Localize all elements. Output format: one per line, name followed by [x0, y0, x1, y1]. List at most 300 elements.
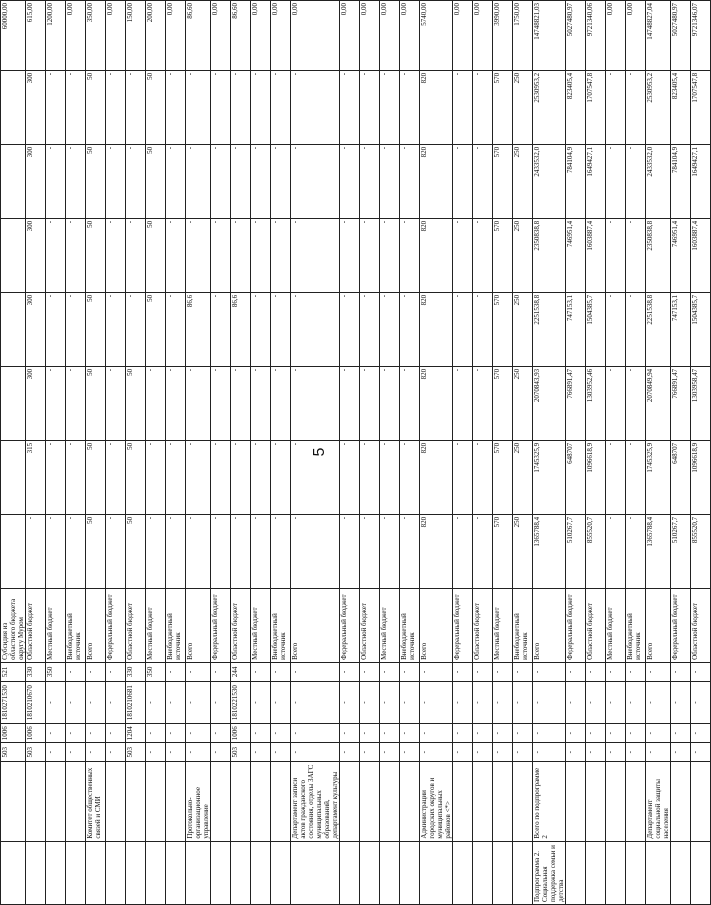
pr-cell: - — [586, 724, 606, 743]
value-cell: - — [66, 218, 86, 292]
value-cell: 2350838,8 — [533, 218, 566, 292]
value-cell: 50 — [146, 144, 166, 218]
total-cell: 0,00 — [473, 1, 493, 71]
pr-cell: - — [291, 724, 340, 743]
value-cell: - — [146, 366, 166, 440]
csr-cell: - — [626, 681, 646, 723]
value-cell: 1603887,4 — [691, 218, 711, 292]
rz-cell: - — [513, 743, 533, 762]
vr-cell: - — [606, 662, 626, 681]
value-cell: - — [360, 70, 380, 144]
value-cell: 570 — [493, 440, 513, 514]
vr-cell: - — [691, 662, 711, 681]
vr-cell: 350 — [146, 662, 166, 681]
responsible-cell: Департамент социальной защиты населения — [646, 762, 671, 841]
value-cell: 1745325,9 — [533, 440, 566, 514]
csr-cell: - — [166, 681, 186, 723]
program-cell — [106, 841, 126, 904]
value-cell: 1649427,1 — [691, 144, 711, 218]
value-cell: - — [46, 514, 66, 588]
vr-cell: 350 — [46, 662, 66, 681]
responsible-cell: Всего по подпрограмме 2 — [533, 762, 566, 841]
responsible-cell — [473, 762, 493, 841]
responsible-cell — [453, 762, 473, 841]
csr-cell: - — [86, 681, 106, 723]
value-cell: 50 — [86, 218, 106, 292]
pr-cell: - — [400, 724, 420, 743]
program-cell — [211, 841, 231, 904]
total-cell: 9721340,06 — [586, 1, 606, 71]
vr-cell: - — [646, 662, 671, 681]
value-cell: - — [291, 440, 340, 514]
program-cell — [566, 841, 586, 904]
value-cell: - — [211, 366, 231, 440]
pr-cell: - — [513, 724, 533, 743]
responsible-cell — [146, 762, 166, 841]
total-cell: 0,00 — [66, 1, 86, 71]
value-cell: - — [473, 514, 493, 588]
rz-cell: 503 — [126, 743, 146, 762]
value-cell: - — [453, 440, 473, 514]
source-cell: Всего — [86, 588, 106, 662]
program-cell — [1, 841, 26, 904]
source-cell: Федеральный бюджет — [211, 588, 231, 662]
vr-cell: - — [106, 662, 126, 681]
value-cell: 570 — [493, 70, 513, 144]
value-cell: 2433532,0 — [646, 144, 671, 218]
table-row — [586, 1, 606, 905]
rz-cell: - — [340, 743, 360, 762]
responsible-cell — [671, 762, 691, 841]
csr-cell: - — [211, 681, 231, 723]
table-row — [251, 1, 271, 905]
vr-cell: - — [360, 662, 380, 681]
value-cell: 50 — [86, 514, 106, 588]
value-cell — [1, 144, 26, 218]
value-cell: 50 — [86, 292, 106, 366]
total-cell: 5027480,97 — [671, 1, 691, 71]
program-cell — [340, 841, 360, 904]
value-cell: 86,6 — [186, 292, 211, 366]
rz-cell: - — [646, 743, 671, 762]
program-cell — [646, 841, 671, 904]
csr-cell: - — [186, 681, 211, 723]
vr-cell: - — [626, 662, 646, 681]
csr-cell: 1810210681 — [126, 681, 146, 723]
table-row — [86, 1, 106, 905]
vr-cell: - — [211, 662, 231, 681]
csr-cell: - — [291, 681, 340, 723]
pr-cell: - — [146, 724, 166, 743]
total-cell: 86,60 — [186, 1, 211, 71]
total-cell: 0,00 — [380, 1, 400, 71]
rz-cell: - — [380, 743, 400, 762]
value-cell: - — [126, 144, 146, 218]
vr-cell: - — [186, 662, 211, 681]
responsible-cell — [231, 762, 251, 841]
program-cell — [420, 841, 453, 904]
rz-cell: - — [291, 743, 340, 762]
csr-cell: - — [340, 681, 360, 723]
value-cell: 784104,9 — [566, 144, 586, 218]
rz-cell: - — [493, 743, 513, 762]
program-cell — [691, 841, 711, 904]
value-cell: - — [340, 70, 360, 144]
value-cell: 820 — [420, 440, 453, 514]
value-cell: 747153,1 — [566, 292, 586, 366]
program-cell — [493, 841, 513, 904]
source-cell: Федеральный бюджет — [453, 588, 473, 662]
program-cell — [86, 841, 106, 904]
csr-cell: - — [360, 681, 380, 723]
vr-cell: - — [86, 662, 106, 681]
value-cell: 570 — [493, 366, 513, 440]
source-cell: Федеральный бюджет — [340, 588, 360, 662]
value-cell: - — [360, 366, 380, 440]
pr-cell: 1006 — [1, 724, 26, 743]
rz-cell: - — [691, 743, 711, 762]
value-cell: - — [186, 440, 211, 514]
table-row — [646, 1, 671, 905]
table-row — [691, 1, 711, 905]
value-cell: - — [211, 514, 231, 588]
program-cell — [26, 841, 46, 904]
csr-cell: 1810221530 — [231, 681, 251, 723]
budget-table-body — [1, 1, 711, 905]
value-cell: - — [46, 292, 66, 366]
value-cell: - — [380, 514, 400, 588]
pr-cell: - — [453, 724, 473, 743]
table-row — [380, 1, 400, 905]
value-cell: - — [400, 218, 420, 292]
value-cell: 1303958,47 — [691, 366, 711, 440]
value-cell: - — [380, 440, 400, 514]
value-cell: - — [66, 292, 86, 366]
csr-cell: 1810271530 — [1, 681, 26, 723]
value-cell: 784104,9 — [671, 144, 691, 218]
value-cell — [1, 218, 26, 292]
source-cell: Внебюджетный источник — [166, 588, 186, 662]
table-row — [231, 1, 251, 905]
source-cell: Местный бюджет — [251, 588, 271, 662]
value-cell: - — [186, 218, 211, 292]
vr-cell: - — [66, 662, 86, 681]
program-cell — [166, 841, 186, 904]
value-cell: 820 — [420, 366, 453, 440]
total-cell: 350,00 — [86, 1, 106, 71]
pr-cell: - — [691, 724, 711, 743]
value-cell: - — [271, 440, 291, 514]
responsible-cell — [1, 762, 26, 841]
value-cell: 250 — [513, 514, 533, 588]
table-row — [671, 1, 691, 905]
value-cell: - — [473, 440, 493, 514]
rz-cell: - — [420, 743, 453, 762]
value-cell: - — [400, 144, 420, 218]
value-cell: 855520,7 — [691, 514, 711, 588]
value-cell: - — [106, 144, 126, 218]
value-cell: 570 — [493, 218, 513, 292]
pr-cell: - — [380, 724, 400, 743]
value-cell: - — [211, 440, 231, 514]
table-row — [291, 1, 340, 905]
value-cell: 50 — [146, 70, 166, 144]
csr-cell: - — [271, 681, 291, 723]
value-cell: 570 — [493, 144, 513, 218]
value-cell: - — [166, 144, 186, 218]
source-cell: Внебюджетный источник — [513, 588, 533, 662]
value-cell: - — [626, 514, 646, 588]
value-cell: - — [186, 514, 211, 588]
value-cell: - — [46, 218, 66, 292]
program-cell — [360, 841, 380, 904]
csr-cell: - — [146, 681, 166, 723]
value-cell: - — [166, 366, 186, 440]
csr-cell: - — [493, 681, 513, 723]
pr-cell: - — [671, 724, 691, 743]
value-cell: - — [271, 144, 291, 218]
rz-cell: - — [533, 743, 566, 762]
value-cell: - — [473, 70, 493, 144]
program-cell — [186, 841, 211, 904]
value-cell: 300 — [26, 292, 46, 366]
responsible-cell — [586, 762, 606, 841]
value-cell: 50 — [126, 440, 146, 514]
value-cell — [1, 70, 26, 144]
value-cell: - — [453, 70, 473, 144]
source-cell: Местный бюджет — [46, 588, 66, 662]
rz-cell: - — [146, 743, 166, 762]
csr-cell: - — [646, 681, 671, 723]
responsible-cell — [691, 762, 711, 841]
value-cell: - — [473, 366, 493, 440]
rz-cell: - — [86, 743, 106, 762]
rz-cell: - — [46, 743, 66, 762]
value-cell: - — [380, 144, 400, 218]
total-cell: 0,00 — [400, 1, 420, 71]
table-row — [533, 1, 566, 905]
value-cell: - — [251, 292, 271, 366]
program-cell — [46, 841, 66, 904]
value-cell: 50 — [146, 218, 166, 292]
table-row — [146, 1, 166, 905]
value-cell: - — [360, 144, 380, 218]
vr-cell: - — [340, 662, 360, 681]
program-cell — [400, 841, 420, 904]
value-cell: 820 — [420, 292, 453, 366]
value-cell: 1096618,9 — [586, 440, 606, 514]
source-cell: Субсидия из областного бюджета округу Муром — [1, 588, 26, 662]
rz-cell: - — [671, 743, 691, 762]
program-cell — [626, 841, 646, 904]
value-cell: - — [606, 366, 626, 440]
value-cell: - — [211, 70, 231, 144]
value-cell: 1365788,4 — [533, 514, 566, 588]
value-cell: - — [66, 366, 86, 440]
value-cell: 250 — [513, 440, 533, 514]
responsible-cell — [66, 762, 86, 841]
value-cell: - — [186, 366, 211, 440]
table-row — [420, 1, 453, 905]
pr-cell: - — [473, 724, 493, 743]
source-cell: Местный бюджет — [606, 588, 626, 662]
value-cell: - — [251, 218, 271, 292]
pr-cell: - — [606, 724, 626, 743]
value-cell: - — [380, 292, 400, 366]
source-cell: Местный бюджет — [146, 588, 166, 662]
vr-cell: - — [493, 662, 513, 681]
pr-cell: - — [186, 724, 211, 743]
value-cell: 820 — [420, 144, 453, 218]
source-cell: Всего — [420, 588, 453, 662]
pr-cell: - — [66, 724, 86, 743]
vr-cell: - — [291, 662, 340, 681]
total-cell: 5027480,97 — [566, 1, 586, 71]
total-cell: 0,00 — [626, 1, 646, 71]
value-cell: - — [291, 366, 340, 440]
vr-cell: - — [513, 662, 533, 681]
value-cell: - — [251, 366, 271, 440]
vr-cell: - — [251, 662, 271, 681]
responsible-cell: Администрации городских округов и муниципальных районов <*> — [420, 762, 453, 841]
program-cell — [671, 841, 691, 904]
program-cell — [146, 841, 166, 904]
table-row — [106, 1, 126, 905]
table-row — [493, 1, 513, 905]
csr-cell: - — [533, 681, 566, 723]
table-row — [566, 1, 586, 905]
value-cell: - — [146, 440, 166, 514]
responsible-cell — [211, 762, 231, 841]
source-cell: Федеральный бюджет — [671, 588, 691, 662]
value-cell: 820 — [420, 514, 453, 588]
total-cell: 0,00 — [606, 1, 626, 71]
source-cell: Внебюджетный источник — [271, 588, 291, 662]
source-cell: Всего — [533, 588, 566, 662]
pr-cell: - — [211, 724, 231, 743]
csr-cell: - — [586, 681, 606, 723]
rz-cell: - — [166, 743, 186, 762]
value-cell: - — [251, 514, 271, 588]
table-row — [211, 1, 231, 905]
pr-cell: - — [106, 724, 126, 743]
csr-cell: - — [513, 681, 533, 723]
value-cell: 1096618,9 — [691, 440, 711, 514]
source-cell: Областной бюджет — [26, 588, 46, 662]
program-cell — [380, 841, 400, 904]
value-cell: - — [271, 514, 291, 588]
pr-cell: - — [566, 724, 586, 743]
value-cell: - — [211, 218, 231, 292]
total-cell: 0,00 — [211, 1, 231, 71]
program-cell — [586, 841, 606, 904]
csr-cell: - — [251, 681, 271, 723]
responsible-cell: Протокольно-организационное управление — [186, 762, 211, 841]
responsible-cell — [340, 762, 360, 841]
pr-cell: 1006 — [231, 724, 251, 743]
total-cell: 150,00 — [126, 1, 146, 71]
rz-cell: - — [271, 743, 291, 762]
vr-cell: - — [473, 662, 493, 681]
pr-cell: - — [271, 724, 291, 743]
value-cell: - — [360, 514, 380, 588]
csr-cell: - — [106, 681, 126, 723]
value-cell: - — [340, 144, 360, 218]
value-cell: - — [186, 144, 211, 218]
vr-cell: - — [566, 662, 586, 681]
value-cell: - — [251, 70, 271, 144]
vr-cell: - — [271, 662, 291, 681]
vr-cell: 521 — [1, 662, 26, 681]
rz-cell: - — [566, 743, 586, 762]
responsible-cell — [380, 762, 400, 841]
rz-cell: - — [626, 743, 646, 762]
value-cell — [1, 292, 26, 366]
value-cell: - — [291, 218, 340, 292]
responsible-cell — [106, 762, 126, 841]
program-cell — [473, 841, 493, 904]
source-cell: Местный бюджет — [380, 588, 400, 662]
value-cell: - — [106, 366, 126, 440]
page-number: 5 — [311, 447, 328, 457]
value-cell: - — [400, 366, 420, 440]
program-cell — [126, 841, 146, 904]
value-cell: 86,6 — [231, 292, 251, 366]
value-cell: - — [400, 292, 420, 366]
value-cell: - — [66, 144, 86, 218]
value-cell: - — [291, 292, 340, 366]
pr-cell: - — [493, 724, 513, 743]
value-cell: 50 — [126, 514, 146, 588]
table-row — [1, 1, 26, 905]
value-cell: - — [166, 440, 186, 514]
source-cell: Областной бюджет — [586, 588, 606, 662]
value-cell: 823405,4 — [671, 70, 691, 144]
value-cell: - — [231, 514, 251, 588]
rz-cell: - — [606, 743, 626, 762]
program-cell — [513, 841, 533, 904]
rz-cell: - — [106, 743, 126, 762]
value-cell: 300 — [26, 70, 46, 144]
value-cell: - — [453, 144, 473, 218]
table-row — [26, 1, 46, 905]
program-cell: Подпрограмма 2. Социальная поддержка семьи и детства — [533, 841, 566, 904]
value-cell: - — [473, 144, 493, 218]
rz-cell: - — [66, 743, 86, 762]
rz-cell: 503 — [26, 743, 46, 762]
value-cell: - — [291, 514, 340, 588]
value-cell: - — [271, 292, 291, 366]
value-cell: 746951,4 — [671, 218, 691, 292]
program-cell — [291, 841, 340, 904]
pr-cell: - — [420, 724, 453, 743]
value-cell: - — [360, 292, 380, 366]
responsible-cell: Комитет общественных связей и СМИ — [86, 762, 106, 841]
value-cell: 570 — [493, 514, 513, 588]
rz-cell: - — [473, 743, 493, 762]
value-cell: - — [251, 440, 271, 514]
value-cell: - — [360, 218, 380, 292]
value-cell: - — [606, 440, 626, 514]
value-cell: - — [66, 70, 86, 144]
value-cell: - — [106, 218, 126, 292]
value-cell: 648707 — [671, 440, 691, 514]
table-row — [66, 1, 86, 905]
value-cell: 250 — [513, 292, 533, 366]
value-cell: - — [626, 366, 646, 440]
table-row — [513, 1, 533, 905]
value-cell: - — [340, 366, 360, 440]
